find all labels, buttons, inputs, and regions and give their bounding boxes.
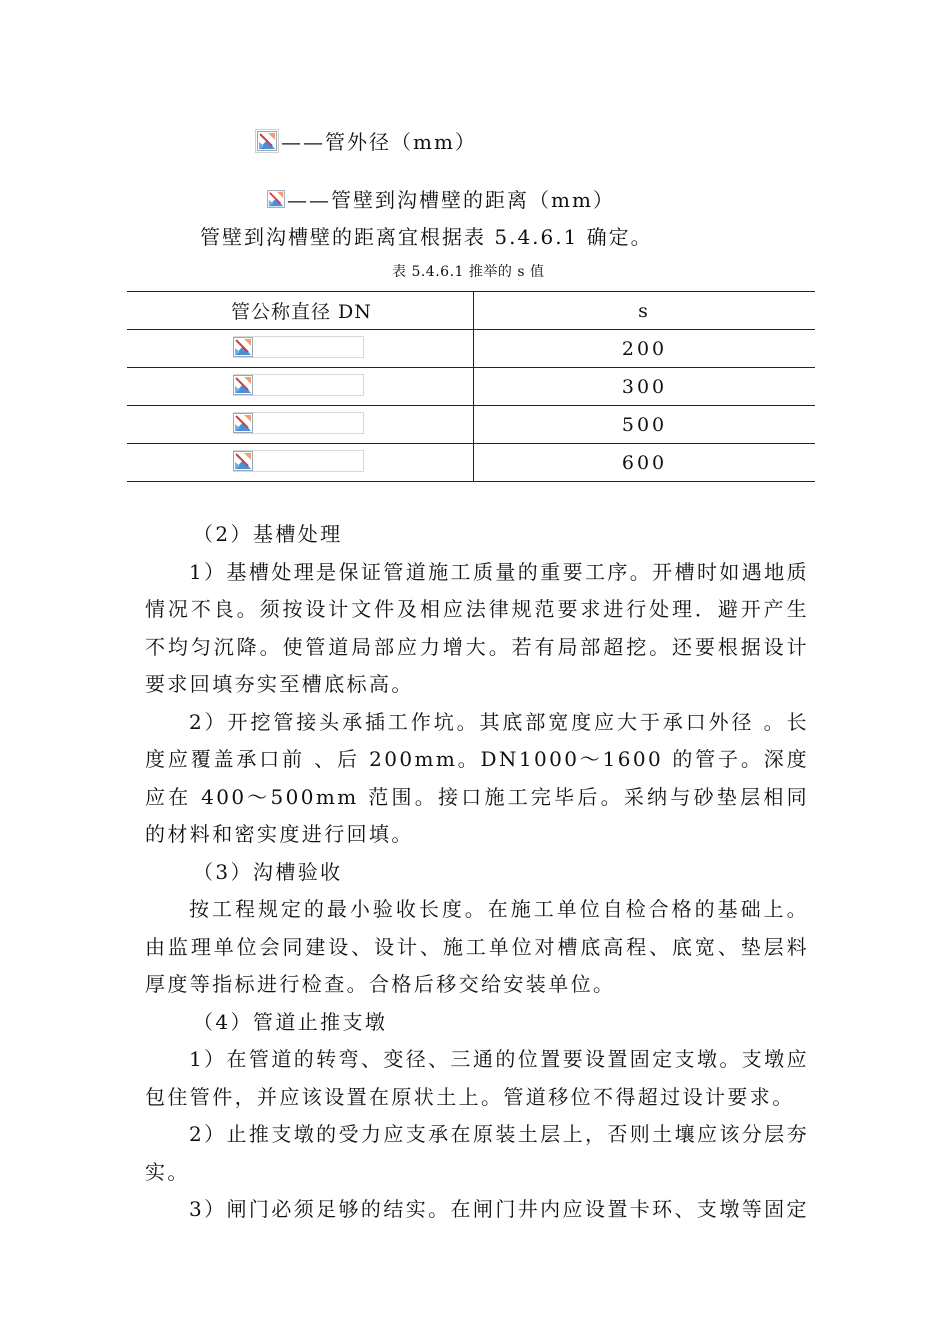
broken-image-icon bbox=[255, 129, 279, 153]
header-s: s bbox=[474, 292, 816, 330]
paragraph: 1）在管道的转弯、变径、三通的位置要设置固定支墩。支墩应包住管件，并应该设置在原状土上。管道移位不得超过设计要求。 bbox=[145, 1047, 809, 1109]
definition-text: ——管壁到沟槽壁的距离（mm） bbox=[287, 188, 615, 212]
definition-line-outer-diameter bbox=[255, 126, 477, 155]
definition-text: ——管外径（mm） bbox=[281, 130, 477, 154]
definition-line-wall-distance bbox=[267, 184, 615, 213]
broken-image-icon bbox=[233, 336, 364, 358]
table-row bbox=[127, 330, 815, 368]
broken-image-icon bbox=[233, 450, 364, 472]
paragraph: 2）止推支墩的受力应支承在原装土层上，否则土壤应该分层夯实。 bbox=[145, 1122, 809, 1184]
paragraph: 1）基槽处理是保证管道施工质量的重要工序。开槽时如遇地质情况不良。须按设计文件及相应法律规范要求进行处理．避开产生不均匀沉降。使管道局部应力增大。若有局部超挖。还要根据设计要求回填夯实至槽底标高。 bbox=[145, 559, 809, 696]
section-heading: （4）管道止推支墩 bbox=[193, 1009, 388, 1034]
s-value-table bbox=[127, 291, 815, 482]
section-heading: （2）基槽处理 bbox=[193, 522, 343, 546]
paragraph: 按工程规定的最小验收长度。在施工单位自检合格的基础上。由监理单位会同建设、设计、施工单位对槽底高程、底宽、垫层料厚度等指标进行检查。合格后移交给安装单位。 bbox=[145, 897, 809, 996]
s-cell: 200 bbox=[474, 330, 816, 368]
broken-image-icon bbox=[233, 412, 364, 434]
table-intro-sentence: 管壁到沟槽壁的距离宜根据表 5.4.6.1 确定。 bbox=[200, 225, 653, 249]
table-row bbox=[127, 406, 815, 444]
paragraph: 3）闸门必须足够的结实。在闸门井内应设置卡环、支墩等固定 bbox=[189, 1197, 809, 1221]
s-cell: 300 bbox=[474, 368, 816, 406]
table-header-row bbox=[127, 292, 815, 330]
s-cell: 600 bbox=[474, 444, 816, 482]
body-text bbox=[145, 516, 809, 1229]
dn-cell bbox=[127, 444, 474, 482]
header-dn: 管公称直径 DN bbox=[127, 292, 474, 330]
paragraph: 2）开挖管接头承插工作坑。其底部宽度应大于承口外径 。长度应覆盖承口前 、后 200mm。DN1000～1600 的管子。深度应在 400～500mm 范围。接口施工完毕后。采纳与砂垫层相同的材料和密实度进行回填。 bbox=[145, 709, 809, 846]
table-row bbox=[127, 444, 815, 482]
broken-image-icon bbox=[233, 374, 364, 396]
dn-cell bbox=[127, 368, 474, 406]
broken-image-icon bbox=[267, 190, 285, 208]
dn-cell bbox=[127, 406, 474, 444]
s-cell: 500 bbox=[474, 406, 816, 444]
section-heading: （3）沟槽验收 bbox=[193, 859, 343, 884]
dn-cell bbox=[127, 330, 474, 368]
table-caption: 表 5.4.6.1 推举的 s 值 bbox=[392, 264, 545, 280]
table-row bbox=[127, 368, 815, 406]
